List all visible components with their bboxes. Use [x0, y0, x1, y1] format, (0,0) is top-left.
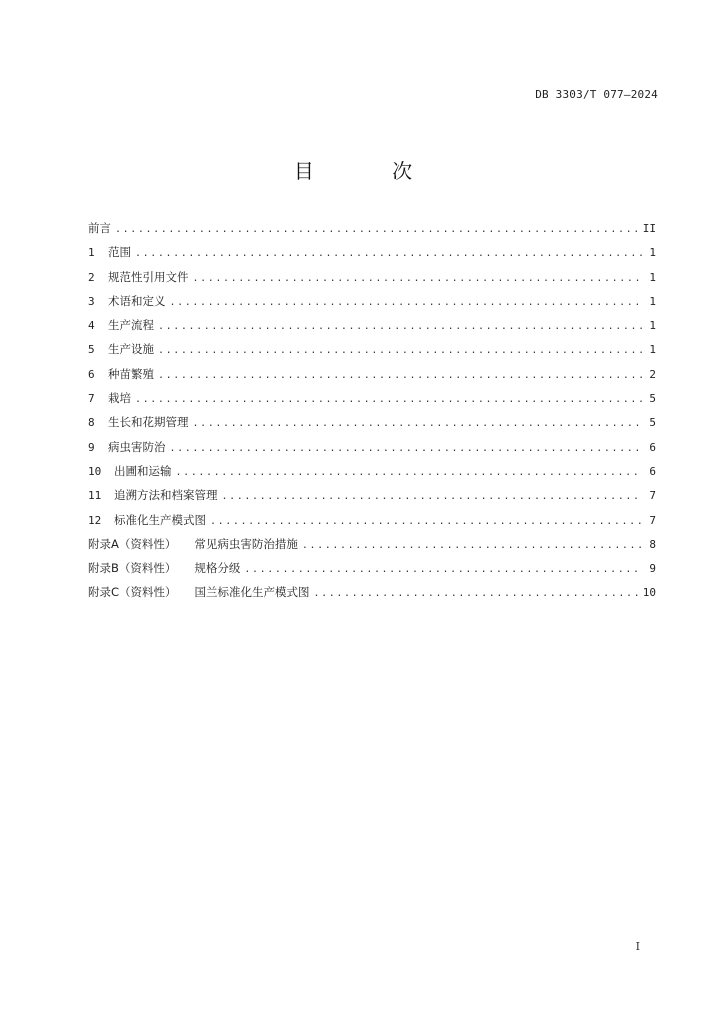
toc-entry-number: 8 [88, 416, 95, 430]
toc-entry-page: 1 [649, 246, 656, 260]
toc-entry-nursery-transport[interactable] [88, 459, 656, 483]
table-of-contents [88, 216, 656, 605]
toc-entry-terms-definitions[interactable] [88, 289, 656, 313]
toc-leader-dots [135, 388, 642, 412]
toc-entry-production-facilities[interactable] [88, 337, 656, 361]
toc-entry-number: 1 [88, 246, 95, 260]
toc-entry-label: 术语和定义 [108, 293, 166, 308]
toc-entry-appendix-c[interactable] [88, 580, 656, 604]
toc-entry-pest-control[interactable] [88, 435, 656, 459]
toc-entry-label: 标准化生产模式图 [114, 512, 206, 527]
toc-appendix-title: 国兰标准化生产模式图 [194, 585, 310, 600]
toc-leader-dots [302, 534, 642, 558]
toc-leader-dots [158, 364, 642, 388]
toc-entry-label: 追溯方法和档案管理 [114, 488, 218, 503]
toc-entry-label: 生产流程 [108, 318, 154, 333]
toc-leader-dots [170, 437, 643, 461]
toc-entry-scope[interactable] [88, 240, 656, 264]
toc-leader-dots [176, 461, 643, 485]
toc-leader-dots [115, 218, 639, 242]
page-number: I [635, 940, 640, 953]
toc-entry-appendix-b[interactable] [88, 556, 656, 580]
toc-entry-number: 9 [88, 440, 95, 454]
toc-entry-production-process[interactable] [88, 313, 656, 337]
toc-entry-page: 1 [649, 294, 656, 308]
toc-entry-number: 7 [88, 392, 95, 406]
toc-entry-label: 范围 [108, 245, 131, 260]
toc-leader-dots [210, 510, 642, 534]
toc-leader-dots [314, 582, 639, 606]
toc-entry-number: 10 [88, 464, 102, 478]
toc-appendix-title: 常见病虫害防治措施 [194, 536, 298, 551]
toc-entry-label: 前言 [88, 221, 111, 235]
toc-entry-page: 5 [649, 392, 656, 406]
toc-entry-page: 7 [649, 513, 656, 527]
toc-leader-dots [135, 242, 642, 266]
toc-entry-page: 1 [649, 319, 656, 333]
toc-entry-cultivation[interactable] [88, 386, 656, 410]
toc-entry-number: 2 [88, 270, 95, 284]
toc-leader-dots [170, 291, 643, 315]
toc-entry-page: 1 [649, 270, 656, 284]
toc-leader-dots [158, 339, 642, 363]
toc-entry-production-model-diagram[interactable] [88, 508, 656, 532]
toc-entry-label: 生产设施 [108, 342, 154, 357]
toc-entry-number: 12 [88, 513, 102, 527]
toc-leader-dots [158, 315, 642, 339]
toc-entry-page: 1 [649, 343, 656, 357]
toc-entry-page: II [642, 222, 656, 235]
toc-entry-seedling-propagation[interactable] [88, 362, 656, 386]
toc-leader-dots [244, 558, 642, 582]
toc-entry-number: 6 [88, 367, 95, 381]
toc-entry-traceability-records[interactable] [88, 483, 656, 507]
toc-entry-page: 8 [649, 537, 656, 551]
toc-entry-page: 5 [649, 416, 656, 430]
toc-entry-label: 栽培 [108, 391, 131, 406]
toc-entry-page: 6 [649, 464, 656, 478]
toc-entry-normative-references[interactable] [88, 265, 656, 289]
toc-leader-dots [193, 267, 643, 291]
toc-entry-label: 出圃和运输 [114, 463, 172, 478]
toc-leader-dots [193, 412, 643, 436]
toc-entry-label: 种苗繁殖 [108, 366, 154, 381]
toc-appendix-label: 附录A（资料性） [88, 536, 177, 551]
toc-entry-page: 10 [642, 586, 656, 600]
toc-entry-number: 11 [88, 489, 102, 503]
toc-entry-growth-flowering-management[interactable] [88, 410, 656, 434]
toc-entry-foreword[interactable] [88, 216, 656, 240]
toc-entry-page: 2 [649, 367, 656, 381]
toc-entry-number: 3 [88, 294, 95, 308]
toc-leader-dots [222, 485, 643, 509]
toc-entry-page: 7 [649, 489, 656, 503]
toc-entry-number: 5 [88, 343, 95, 357]
document-code: DB 3303/T 077—2024 [535, 88, 658, 101]
toc-entry-label: 病虫害防治 [108, 439, 166, 454]
toc-entry-label: 规范性引用文件 [108, 269, 189, 284]
toc-entry-page: 6 [649, 440, 656, 454]
page-title: 目 次 [293, 159, 449, 183]
toc-entry-label: 生长和花期管理 [108, 415, 189, 430]
toc-entry-page: 9 [649, 562, 656, 576]
toc-entry-number: 4 [88, 319, 95, 333]
toc-appendix-label: 附录C（资料性） [88, 585, 177, 600]
toc-appendix-title: 规格分级 [194, 561, 241, 576]
toc-appendix-label: 附录B（资料性） [88, 561, 177, 576]
toc-entry-appendix-a[interactable] [88, 532, 656, 556]
